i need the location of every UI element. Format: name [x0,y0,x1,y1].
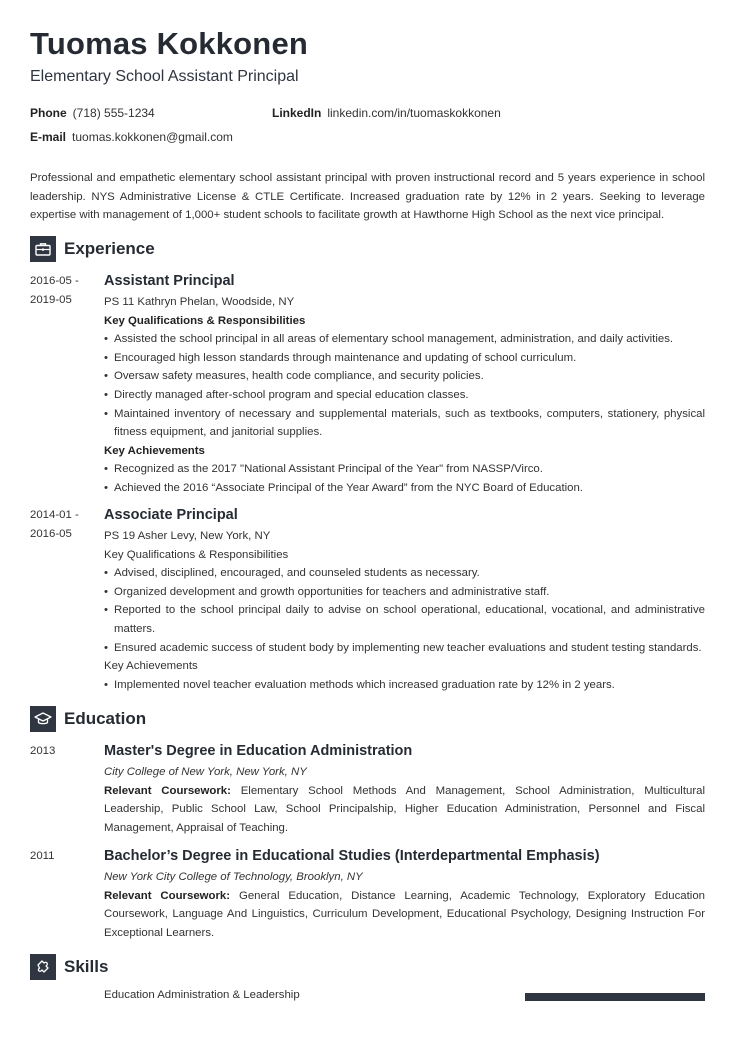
briefcase-icon [30,236,56,262]
education-body [104,847,705,942]
list-item: • Advised, disciplined, encouraged, and counseled students as necessary. [104,564,705,583]
job-date-end: 2019-05 [30,294,72,306]
puzzle-icon [30,954,56,980]
achievements-heading: Key Achievements [104,660,198,673]
qualifications-heading: Key Qualifications & Responsibilities [104,314,306,327]
job-date-end: 2016-05 [30,528,72,540]
linkedin-value[interactable]: linkedin.com/in/tuomaskokkonen [327,106,501,120]
list-item: • Ensured academic success of student body by implementing new teacher evaluations and student testing standards. [104,639,705,658]
coursework-label: Relevant Coursework: [104,784,231,797]
candidate-title: Elementary School Assistant Principal [30,68,299,85]
job-organization: PS 19 Asher Levy, New York, NY [104,530,271,542]
job-role: Associate Principal [104,507,238,523]
job-date-start: 2016-05 - [30,275,79,287]
linkedin-label: LinkedIn [272,106,322,120]
job-date-start: 2014-01 - [30,509,79,521]
coursework-text: General Education, Distance Learning, Academic Technology, Exploratory Education Coursework, Language And Linguistics, Curriculum Development, Educational Psychology, Designing Instruction For Exceptional Learners. [104,889,705,939]
school-name: New York City College of Technology, Brooklyn, NY [104,871,363,883]
list-item: • Reported to the school principal daily to advise on school operational, educational, vocational, and administrative matters. [104,601,705,638]
email-label: E-mail [30,130,67,144]
phone-label: Phone [30,106,67,120]
achievements-heading: Key Achievements [104,444,205,457]
email-value[interactable]: tuomas.kokkonen@gmail.com [72,130,233,144]
list-item: • Assisted the school principal in all areas of elementary school management, administration, and daily activities. [104,330,705,349]
candidate-name: Tuomas Kokkonen [30,26,309,61]
profile-summary: Professional and empathetic elementary school assistant principal with proven instructional record and 5 years experience in school leadership. NYS Administrative License & CTLE Certificate. Increased graduation rate by 12% in 2 years. Seeking to leverage expertise with management of 1,000+ student schools to facilitate growth at Hawthorne High School as the next vice principal. [30,172,705,221]
list-item: • Implemented novel teacher evaluation methods which increased graduation rate by 12% in 2 years. [104,676,705,695]
coursework [104,782,705,838]
qualifications-heading: Key Qualifications & Responsibilities [104,548,289,561]
contact-email [30,130,233,144]
education-year: 2011 [30,850,55,862]
experience-title: Experience [64,239,155,258]
list-item: • Achieved the 2016 “Associate Principal of the Year Award” from the NYC Board of Education. [104,479,705,498]
job-dates [30,506,100,544]
job-dates [30,272,100,310]
job-organization: PS 11 Kathryn Phelan, Woodside, NY [104,296,295,308]
skill-name: Education Administration & Leadership [104,989,300,1001]
graduation-cap-icon [30,706,56,732]
list-item: • Oversaw safety measures, health code compliance, and security policies. [104,367,705,386]
coursework-label: Relevant Coursework: [104,889,231,902]
degree-title: Master's Degree in Education Administration [104,743,413,759]
job-body [104,272,705,498]
coursework [104,887,705,943]
education-year: 2013 [30,745,56,757]
list-item: • Recognized as the 2017 "National Assistant Principal of the Year" from NASSP/Virco. [104,460,705,479]
degree-title: Bachelor’s Degree in Educational Studies (Interdepartmental Emphasis) [104,848,600,864]
job-role: Assistant Principal [104,273,235,289]
skills-title: Skills [64,957,109,976]
list-item: • Encouraged high lesson standards through maintenance and updating of school curriculum. [104,349,705,368]
education-header [30,706,146,732]
list-item: • Directly managed after-school program and special education classes. [104,386,705,405]
experience-header [30,236,155,262]
education-title: Education [64,709,147,728]
list-item: • Maintained inventory of necessary and supplemental materials, such as textbooks, computers, stationery, physical fitness equipment, and janitorial supplies. [104,405,705,442]
school-name: City College of New York, New York, NY [104,766,307,778]
education-body [104,742,705,837]
contact-phone [30,106,155,120]
job-body [104,506,705,694]
skill-level-bar [525,993,705,1001]
skill-row [104,989,705,1007]
skills-header [30,954,108,980]
phone-value[interactable]: (718) 555-1234 [72,106,155,120]
contact-linkedin [272,106,501,120]
coursework-text: Elementary School Methods And Management, School Administration, Multicultural Leadership, Public School Law, School Principalship, Higher Education Administration, Personnel and Fiscal Management, Appraisal of Teaching. [104,784,705,834]
list-item: • Organized development and growth opportunities for teachers and administrative staff. [104,583,705,602]
